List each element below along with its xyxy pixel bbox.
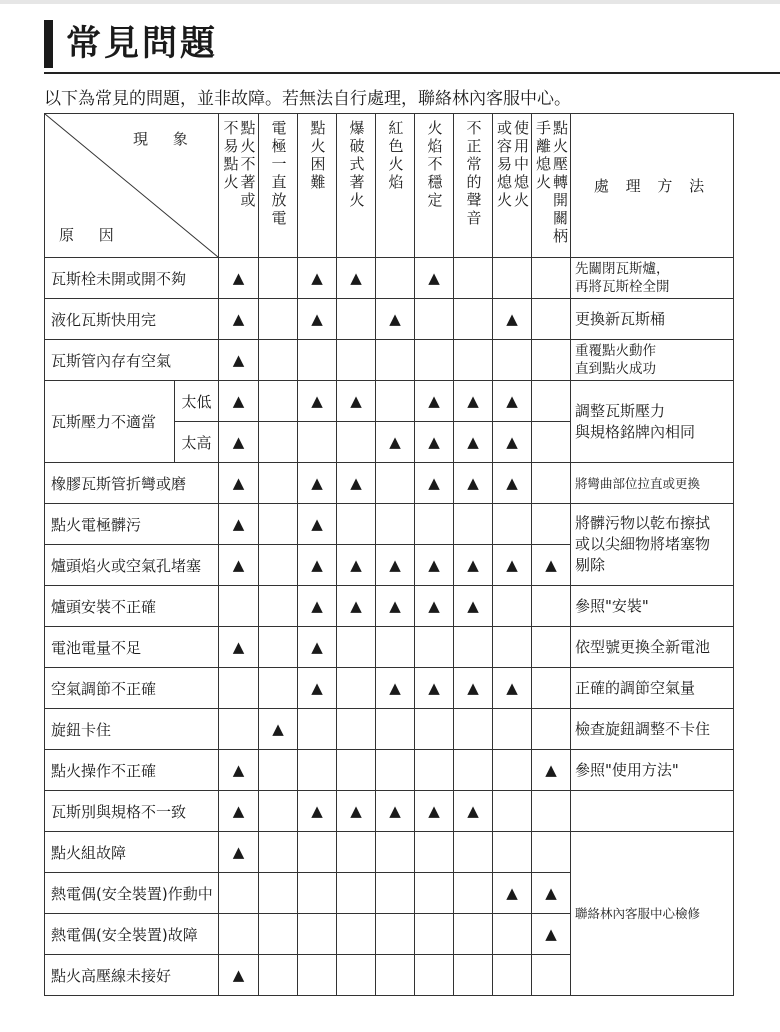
empty-cell — [532, 463, 571, 504]
triangle-marker-icon: ▲ — [376, 545, 415, 586]
triangle-marker-icon: ▲ — [493, 463, 532, 504]
remedy-cell: 參照"使用方法" — [571, 750, 734, 791]
symptom-header: 點火困難 — [298, 114, 337, 258]
empty-cell — [454, 955, 493, 996]
triangle-marker-icon: ▲ — [376, 422, 415, 463]
table-row — [45, 258, 734, 299]
empty-cell — [337, 340, 376, 381]
triangle-marker-icon: ▲ — [454, 463, 493, 504]
triangle-marker-icon: ▲ — [219, 422, 259, 463]
empty-cell — [532, 340, 571, 381]
empty-cell — [259, 832, 298, 873]
empty-cell — [259, 668, 298, 709]
empty-cell — [259, 504, 298, 545]
empty-cell — [415, 504, 454, 545]
empty-cell — [493, 258, 532, 299]
table-row — [45, 504, 734, 545]
cause-cell: 瓦斯別與規格不一致 — [45, 791, 219, 832]
empty-cell — [415, 340, 454, 381]
empty-cell — [337, 832, 376, 873]
empty-cell — [259, 381, 298, 422]
empty-cell — [298, 914, 337, 955]
table-row — [45, 463, 734, 504]
triangle-marker-icon: ▲ — [454, 586, 493, 627]
empty-cell — [219, 914, 259, 955]
empty-cell — [298, 750, 337, 791]
empty-cell — [454, 627, 493, 668]
empty-cell — [259, 340, 298, 381]
triangle-marker-icon: ▲ — [337, 586, 376, 627]
empty-cell — [298, 955, 337, 996]
empty-cell — [454, 299, 493, 340]
remedy-cell: 重覆點火動作 直到點火成功 — [571, 340, 734, 381]
triangle-marker-icon: ▲ — [298, 791, 337, 832]
empty-cell — [493, 504, 532, 545]
triangle-marker-icon: ▲ — [493, 381, 532, 422]
triangle-marker-icon: ▲ — [298, 627, 337, 668]
empty-cell — [337, 627, 376, 668]
empty-cell — [415, 832, 454, 873]
triangle-marker-icon: ▲ — [532, 873, 571, 914]
triangle-marker-icon: ▲ — [376, 586, 415, 627]
empty-cell — [532, 627, 571, 668]
remedy-cell: 參照"安裝" — [571, 586, 734, 627]
empty-cell — [259, 791, 298, 832]
triangle-marker-icon: ▲ — [337, 381, 376, 422]
empty-cell — [298, 832, 337, 873]
triangle-marker-icon: ▲ — [415, 668, 454, 709]
symptom-header: 不正常的聲音 — [454, 114, 493, 258]
triangle-marker-icon: ▲ — [454, 381, 493, 422]
triangle-marker-icon: ▲ — [337, 258, 376, 299]
empty-cell — [259, 299, 298, 340]
triangle-marker-icon: ▲ — [298, 381, 337, 422]
triangle-marker-icon: ▲ — [219, 299, 259, 340]
triangle-marker-icon: ▲ — [532, 750, 571, 791]
table-row — [45, 299, 734, 340]
triangle-marker-icon: ▲ — [219, 750, 259, 791]
triangle-marker-icon: ▲ — [219, 791, 259, 832]
empty-cell — [415, 709, 454, 750]
empty-cell — [454, 504, 493, 545]
table-body — [45, 258, 734, 996]
cause-cell: 空氣調節不正確 — [45, 668, 219, 709]
triangle-marker-icon: ▲ — [493, 299, 532, 340]
triangle-marker-icon: ▲ — [337, 463, 376, 504]
cause-cell: 瓦斯管內存有空氣 — [45, 340, 219, 381]
empty-cell — [454, 340, 493, 381]
empty-cell — [532, 422, 571, 463]
table-row — [45, 586, 734, 627]
empty-cell — [376, 258, 415, 299]
empty-cell — [493, 955, 532, 996]
empty-cell — [493, 791, 532, 832]
triangle-marker-icon: ▲ — [219, 545, 259, 586]
empty-cell — [532, 955, 571, 996]
triangle-marker-icon: ▲ — [454, 422, 493, 463]
cause-cell: 點火操作不正確 — [45, 750, 219, 791]
triangle-marker-icon: ▲ — [376, 791, 415, 832]
table-row — [45, 832, 734, 873]
triangle-marker-icon: ▲ — [298, 504, 337, 545]
empty-cell — [415, 627, 454, 668]
table-row — [45, 381, 734, 422]
cause-cell: 爐頭安裝不正確 — [45, 586, 219, 627]
empty-cell — [454, 750, 493, 791]
triangle-marker-icon: ▲ — [493, 668, 532, 709]
empty-cell — [337, 668, 376, 709]
pressure-level-cell: 太高 — [175, 422, 219, 463]
empty-cell — [376, 914, 415, 955]
empty-cell — [337, 709, 376, 750]
empty-cell — [532, 791, 571, 832]
empty-cell — [219, 709, 259, 750]
intro-text: 以下為常見的問題，並非故障。若無法自行處理，聯絡林內客服中心。 — [44, 89, 571, 109]
empty-cell — [259, 627, 298, 668]
empty-cell — [259, 914, 298, 955]
empty-cell — [415, 299, 454, 340]
triangle-marker-icon: ▲ — [298, 463, 337, 504]
triangle-marker-icon: ▲ — [219, 381, 259, 422]
empty-cell — [532, 709, 571, 750]
table-row — [45, 791, 734, 832]
pressure-level-cell: 太低 — [175, 381, 219, 422]
symptom-header: 火焰不穩定 — [415, 114, 454, 258]
remedy-cell: 更換新瓦斯桶 — [571, 299, 734, 340]
header-row — [45, 114, 734, 258]
triangle-marker-icon: ▲ — [493, 422, 532, 463]
triangle-marker-icon: ▲ — [376, 668, 415, 709]
triangle-marker-icon: ▲ — [532, 545, 571, 586]
empty-cell — [415, 955, 454, 996]
triangle-marker-icon: ▲ — [337, 791, 376, 832]
remedy-cell: 正確的調節空氣量 — [571, 668, 734, 709]
empty-cell — [376, 873, 415, 914]
empty-cell — [298, 422, 337, 463]
empty-cell — [454, 832, 493, 873]
empty-cell — [454, 258, 493, 299]
cause-cell: 旋鈕卡住 — [45, 709, 219, 750]
empty-cell — [454, 709, 493, 750]
remedy-header: 處 理 方 法 — [571, 114, 734, 258]
empty-cell — [337, 873, 376, 914]
cause-cell: 爐頭焰火或空氣孔堵塞 — [45, 545, 219, 586]
empty-cell — [298, 340, 337, 381]
empty-cell — [259, 422, 298, 463]
top-strip — [0, 0, 780, 4]
triangle-marker-icon: ▲ — [454, 791, 493, 832]
empty-cell — [454, 914, 493, 955]
empty-cell — [493, 586, 532, 627]
triangle-marker-icon: ▲ — [298, 258, 337, 299]
empty-cell — [376, 750, 415, 791]
empty-cell — [259, 955, 298, 996]
triangle-marker-icon: ▲ — [454, 668, 493, 709]
triangle-marker-icon: ▲ — [298, 299, 337, 340]
empty-cell — [376, 627, 415, 668]
triangle-marker-icon: ▲ — [298, 545, 337, 586]
empty-cell — [493, 709, 532, 750]
symptom-header: 紅色火焰 — [376, 114, 415, 258]
empty-cell — [337, 504, 376, 545]
empty-cell — [493, 914, 532, 955]
remedy-cell: 將彎曲部位拉直或更換 — [571, 463, 734, 504]
cause-label: 原 因 — [59, 226, 124, 244]
triangle-marker-icon: ▲ — [415, 545, 454, 586]
remedy-cell: 依型號更換全新電池 — [571, 627, 734, 668]
empty-cell — [376, 340, 415, 381]
cause-cell: 瓦斯壓力不適當 — [45, 381, 175, 463]
empty-cell — [337, 299, 376, 340]
triangle-marker-icon: ▲ — [219, 340, 259, 381]
triangle-marker-icon: ▲ — [298, 586, 337, 627]
cause-cell: 點火電極髒污 — [45, 504, 219, 545]
cause-cell: 瓦斯栓未開或開不夠 — [45, 258, 219, 299]
cause-cell: 液化瓦斯快用完 — [45, 299, 219, 340]
symptom-header: 電極一直放電 — [259, 114, 298, 258]
empty-cell — [532, 258, 571, 299]
remedy-cell: 檢查旋鈕調整不卡住 — [571, 709, 734, 750]
empty-cell — [337, 955, 376, 996]
triangle-marker-icon: ▲ — [415, 258, 454, 299]
page-title: 常見問題 — [66, 24, 219, 64]
triangle-marker-icon: ▲ — [493, 873, 532, 914]
cause-cell: 橡膠瓦斯管折彎或磨 — [45, 463, 219, 504]
empty-cell — [532, 668, 571, 709]
empty-cell — [493, 340, 532, 381]
remedy-cell-empty — [571, 791, 734, 832]
triangle-marker-icon: ▲ — [298, 668, 337, 709]
triangle-marker-icon: ▲ — [415, 463, 454, 504]
empty-cell — [298, 873, 337, 914]
triangle-marker-icon: ▲ — [415, 791, 454, 832]
triangle-marker-icon: ▲ — [219, 955, 259, 996]
empty-cell — [376, 709, 415, 750]
empty-cell — [532, 299, 571, 340]
empty-cell — [493, 832, 532, 873]
cause-cell: 點火高壓線未接好 — [45, 955, 219, 996]
cause-cell: 熱電偶(安全裝置)故障 — [45, 914, 219, 955]
triangle-marker-icon: ▲ — [219, 504, 259, 545]
triangle-marker-icon: ▲ — [337, 545, 376, 586]
empty-cell — [376, 381, 415, 422]
empty-cell — [493, 750, 532, 791]
troubleshooting-table — [44, 113, 734, 996]
empty-cell — [376, 463, 415, 504]
triangle-marker-icon: ▲ — [219, 627, 259, 668]
empty-cell — [337, 422, 376, 463]
table-row — [45, 627, 734, 668]
empty-cell — [219, 873, 259, 914]
empty-cell — [415, 750, 454, 791]
empty-cell — [532, 586, 571, 627]
empty-cell — [532, 504, 571, 545]
empty-cell — [259, 586, 298, 627]
symptom-header: 點火壓轉開關柄 手離熄火 — [532, 114, 571, 258]
triangle-marker-icon: ▲ — [415, 422, 454, 463]
title-block — [44, 16, 780, 74]
title-bar-mark — [44, 20, 53, 68]
symptom-header: 使用中熄火 或容易熄火 — [493, 114, 532, 258]
empty-cell — [376, 832, 415, 873]
remedy-cell: 調整瓦斯壓力 與規格銘牌內相同 — [571, 381, 734, 463]
triangle-marker-icon: ▲ — [493, 545, 532, 586]
empty-cell — [415, 914, 454, 955]
remedy-cell: 將髒污物以乾布擦拭 或以尖細物將堵塞物 剔除 — [571, 504, 734, 586]
empty-cell — [337, 750, 376, 791]
cause-cell: 點火組故障 — [45, 832, 219, 873]
cause-cell: 電池電量不足 — [45, 627, 219, 668]
symptom-header: 爆破式著火 — [337, 114, 376, 258]
empty-cell — [259, 258, 298, 299]
empty-cell — [259, 873, 298, 914]
remedy-cell: 聯絡林內客服中心檢修 — [571, 832, 734, 996]
empty-cell — [259, 545, 298, 586]
empty-cell — [493, 627, 532, 668]
empty-cell — [259, 463, 298, 504]
empty-cell — [259, 750, 298, 791]
table-row — [45, 668, 734, 709]
empty-cell — [219, 586, 259, 627]
empty-cell — [415, 873, 454, 914]
empty-cell — [219, 668, 259, 709]
empty-cell — [376, 955, 415, 996]
triangle-marker-icon: ▲ — [454, 545, 493, 586]
triangle-marker-icon: ▲ — [376, 299, 415, 340]
empty-cell — [298, 709, 337, 750]
triangle-marker-icon: ▲ — [219, 258, 259, 299]
triangle-marker-icon: ▲ — [532, 914, 571, 955]
triangle-marker-icon: ▲ — [219, 832, 259, 873]
triangle-marker-icon: ▲ — [259, 709, 298, 750]
corner-header — [45, 114, 219, 258]
empty-cell — [532, 832, 571, 873]
symptom-header: 點火不著或 不易點火 — [219, 114, 259, 258]
empty-cell — [532, 381, 571, 422]
empty-cell — [376, 504, 415, 545]
remedy-cell: 先關閉瓦斯爐， 再將瓦斯栓全開 — [571, 258, 734, 299]
cause-cell: 熱電偶(安全裝置)作動中 — [45, 873, 219, 914]
triangle-marker-icon: ▲ — [415, 586, 454, 627]
table-row — [45, 750, 734, 791]
table-row — [45, 340, 734, 381]
empty-cell — [454, 873, 493, 914]
triangle-marker-icon: ▲ — [219, 463, 259, 504]
empty-cell — [337, 914, 376, 955]
table-row — [45, 709, 734, 750]
triangle-marker-icon: ▲ — [415, 381, 454, 422]
phenomenon-label: 現 象 — [133, 130, 198, 148]
